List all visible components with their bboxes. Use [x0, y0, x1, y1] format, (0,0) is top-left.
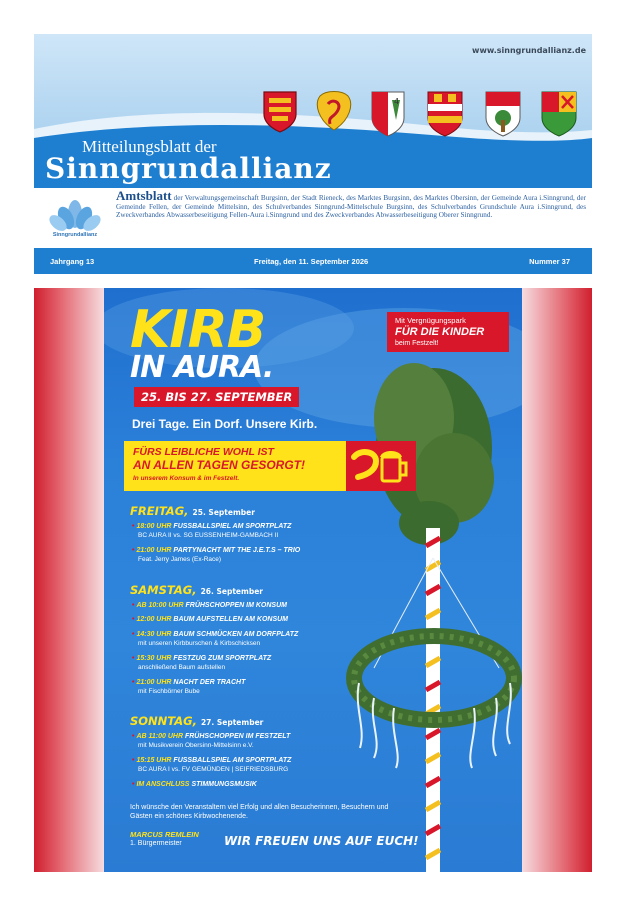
event-subline: mit unseren Kirbburschen & Kirbschicksen	[138, 639, 261, 647]
food-icon-box	[346, 441, 416, 491]
website-url[interactable]: www.sinngrundallianz.de	[472, 46, 586, 55]
closing-message: Ich wünsche den Veranstaltern viel Erfolg und allen Besucherinnen, Besuchern und Gästen ein schönes Kirbwochenende.	[130, 804, 389, 820]
logo-label: Sinngrundallianz	[52, 232, 98, 238]
svg-text:4: 4	[394, 97, 400, 106]
event-subline: anschließend Baum aufstellen	[138, 663, 226, 671]
event-item: • AB 11:00 UHR FRÜHSCHOPPEN IM FESTZELT mit Musikverein Obersinn-Mittelsinn e.V.	[132, 733, 392, 750]
day-heading-friday	[130, 504, 255, 518]
event-subline: BC AURA II vs. SG EUSSENHEIM-GAMBACH II	[138, 531, 279, 539]
event-subline: BC AURA I vs. FV GEMÜNDEN | SEIFRIEDSBURG	[138, 765, 289, 773]
signature-name: MARCUS REMLEIN	[130, 830, 199, 839]
park-line-3: beim Festzelt!	[395, 340, 439, 347]
header-banner	[34, 34, 592, 188]
food-line-1: FÜRS LEIBLICHE WOHL IST	[133, 446, 274, 458]
header-subtitle: Mitteilungsblatt der	[82, 137, 217, 156]
right-decor-stripe	[522, 288, 592, 872]
event-subline: mit Fischbörner Bube	[138, 687, 200, 695]
event-subline: Feat. Jerry James (Ex-Race)	[138, 555, 222, 563]
crest-3-icon	[370, 90, 406, 138]
newsletter-header	[34, 34, 592, 274]
lotus-logo-icon	[44, 194, 106, 234]
park-line-1: Mit Vergnügungspark	[395, 316, 466, 325]
issue-number: Nummer 37	[529, 257, 570, 266]
sinngrund-logo	[44, 194, 106, 242]
day-date: 26. September	[200, 587, 263, 596]
event-item: • 15:30 UHR FESTZUG ZUM SPORTPLATZ anschließend Baum aufstellen	[132, 655, 392, 672]
poster-title-location: IN AURA.	[130, 350, 274, 385]
event-item: • 18:00 UHR FUSSBALLSPIEL AM SPORTPLATZ BC AURA II vs. SG EUSSENHEIM-GAMBACH II	[132, 523, 392, 540]
crest-2-icon	[314, 90, 354, 134]
crest-5-icon	[484, 90, 522, 138]
event-item: • 21:00 UHR PARTYNACHT MIT THE J.E.T.S – TRIO Feat. Jerry James (Ex-Race)	[132, 547, 392, 564]
event-item: • 12:00 UHR BAUM AUFSTELLEN AM KONSUM	[132, 616, 289, 623]
day-name: FREITAG,	[130, 504, 189, 518]
poster-date-tag: 25. BIS 27. SEPTEMBER	[134, 387, 299, 407]
crest-row	[262, 90, 582, 160]
amtsblatt-lead: Amtsblatt	[116, 188, 172, 203]
poster-slogan: WIR FREUEN UNS AUF EUCH!	[224, 834, 419, 848]
signature-role: 1. Bürgermeister	[130, 840, 182, 847]
issue-date: Freitag, den 11. September 2026	[254, 257, 369, 266]
event-subline: mit Musikverein Obersinn-Mittelsinn e.V.	[138, 741, 254, 749]
day-heading-sunday	[130, 714, 263, 728]
day-heading-saturday	[130, 583, 263, 597]
kirb-poster	[104, 288, 522, 872]
event-item: • 14:30 UHR BAUM SCHMÜCKEN AM DORFPLATZ mit unseren Kirbburschen & Kirbschicksen	[132, 631, 392, 648]
header-title: Sinngrundallianz	[45, 152, 332, 185]
day-date: 25. September	[192, 508, 255, 517]
amtsblatt-section	[34, 190, 592, 248]
issue-volume: Jahrgang 13	[50, 257, 95, 266]
left-decor-stripe	[34, 288, 104, 872]
food-line-2: AN ALLEN TAGEN GESORGT!	[133, 458, 305, 472]
crest-4-icon	[426, 90, 464, 138]
poster-title-kirb: KIRB	[130, 300, 266, 360]
day-name: SONNTAG,	[130, 714, 197, 728]
sausage-and-beer-icon	[346, 441, 416, 491]
fun-park-badge	[387, 312, 509, 352]
day-name: SAMSTAG,	[130, 583, 197, 597]
day-date: 27. September	[200, 718, 264, 727]
event-item: • 21:00 UHR NACHT DER TRACHT mit Fischbörner Bube	[132, 679, 392, 696]
event-item: • AB 10:00 UHR FRÜHSCHOPPEN IM KONSUM	[132, 602, 287, 609]
food-banner	[124, 441, 400, 491]
event-item: • IM ANSCHLUSS STIMMUNGSMUSIK	[132, 781, 257, 788]
amtsblatt-body: der Verwaltungsgemeinschaft Burgsinn, der Stadt Rieneck, des Marktes Burgsinn, des Marktes Obersinn, der Gemeinde Aura i.Sinngrund, der Gemeinde Fellen, der Gemeinde Mittelsinn, des Schulverbandes Sinngrund-Mittelschule Burgsinn, des Schulverbandes Grundschule Aura i.Sinngrund, des Zweckverbandes Abwasserbeseitigung Fellen-Aura i.Sinngrund und des Zweckverbandes Abwasserbeseitigung Oberer Sinngrund.	[116, 194, 586, 220]
crest-1-icon	[262, 90, 298, 134]
issue-info-bar	[34, 248, 592, 274]
poster-tagline: Drei Tage. Ein Dorf. Unsere Kirb.	[132, 417, 318, 431]
event-item: • 15:15 UHR FUSSBALLSPIEL AM SPORTPLATZ BC AURA I vs. FV GEMÜNDEN | SEIFRIEDSBURG	[132, 757, 392, 774]
crest-6-icon	[540, 90, 578, 138]
food-line-3: In unserem Konsum & im Festzelt.	[133, 475, 240, 482]
park-line-2: FÜR DIE KINDER	[395, 326, 485, 338]
amtsblatt-text	[116, 188, 586, 220]
